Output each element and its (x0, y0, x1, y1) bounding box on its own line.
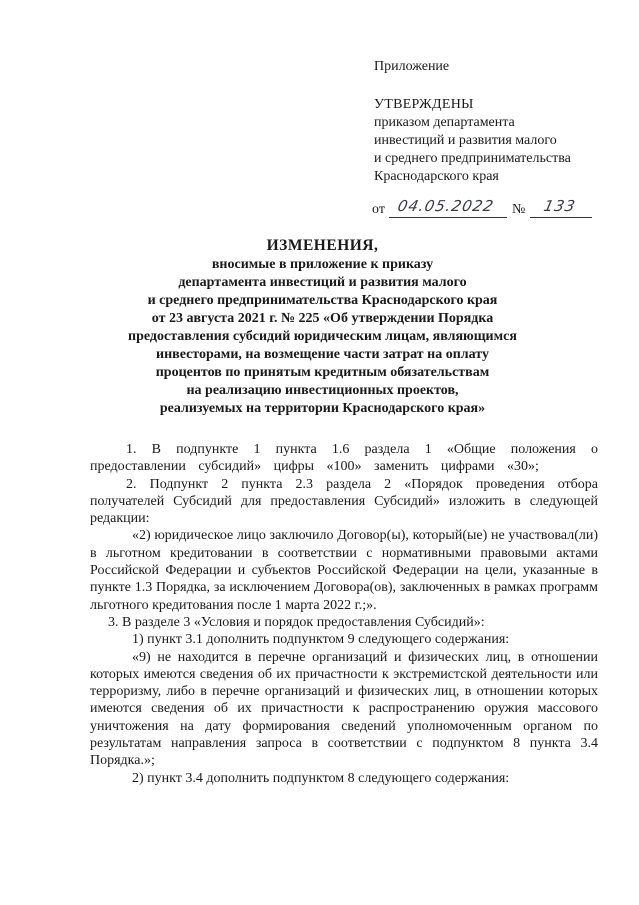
approval-line: инвестиций и развития малого (374, 133, 557, 148)
heading-line: процентов по принятым кредитным обязательствам (155, 365, 490, 380)
heading-line: реализуемых на территории Краснодарского края» (159, 401, 486, 416)
heading-line: и среднего предпринимательства Краснодарского края (147, 293, 498, 308)
number-prefix: № (512, 202, 526, 217)
heading-line: предоставления субсидий юридическим лицам, являющимся (128, 329, 517, 344)
paragraph-2: 2. Подпункт 2 пункта 2.3 раздела 2 «Порядок проведения отбора получателей Субсидий для предоставления Субсидий» изложить в следующей редакции: (90, 476, 598, 527)
handwritten-number: 133 (542, 197, 578, 215)
document-heading (90, 236, 555, 418)
heading-line: на реализацию инвестиционных проектов, (186, 383, 459, 398)
heading-line: от 23 августа 2021 г. № 225 «Об утверждении Порядка (151, 311, 494, 326)
paragraph-1: 1. В подпункте 1 пункта 1.6 раздела 1 «Общие положения о предоставлении субсидий» цифры «100» заменить цифрами «30»; (90, 442, 598, 475)
approval-line: и среднего предпринимательства (374, 151, 571, 166)
approval-line: Краснодарского края (374, 169, 499, 184)
approved-stamp: УТВЕРЖДЕНЫ (374, 97, 474, 112)
heading-line: вносимые в приложение к приказу (211, 257, 434, 272)
paragraph-3: 3. В разделе 3 «Условия и порядок предоставления Субсидий»: (108, 614, 485, 630)
approval-line: приказом департамента (374, 115, 515, 130)
appendix-label: Приложение (374, 59, 450, 74)
heading-line: департамента инвестиций и развития малого (178, 275, 467, 290)
handwritten-date: 04.05.2022 (396, 197, 496, 215)
heading-line: инвесторами, на возмещение части затрат на оплату (156, 347, 489, 362)
paragraph-3-item-2: 2) пункт 3.4 дополнить подпунктом 8 следующего содержания: (132, 770, 510, 786)
paragraph-3-item-1-quote: «9) не находится в перечне организаций и физических лиц, в отношении которых имеются сведения об их причастности к экстремистской деятельности или терроризму, либо в перечне организаций и физических лиц, в отношении которых имеются сведения об их причастности к распространению оружия массового уничтожения на дату формирования сведений уполномоченным органом по результатам направления запроса в соответствии с подпунктом 8 пункта 3.4 Порядка.»; (90, 649, 598, 769)
approval-block (374, 58, 624, 186)
paragraph-2-quote: «2) юридическое лицо заключило Договор(ы), который(ые) не участвовал(ли) в льготном кредитовании в соответствии с нормативными правовыми актами Российской Федерации и субъектов Российской Федерации на цели, указанные в пункте 1.3 Порядка, за исключением Договора(ов), заключенных в рамках программ льготного кредитования после 1 марта 2022 г.;». (90, 528, 598, 613)
document-body (90, 441, 598, 787)
order-date-number-line (372, 198, 602, 220)
heading-title: ИЗМЕНЕНИЯ, (266, 237, 379, 254)
paragraph-3-item-1: 1) пункт 3.1 дополнить подпунктом 9 следующего содержания: (132, 632, 510, 648)
date-prefix: от (372, 202, 385, 217)
